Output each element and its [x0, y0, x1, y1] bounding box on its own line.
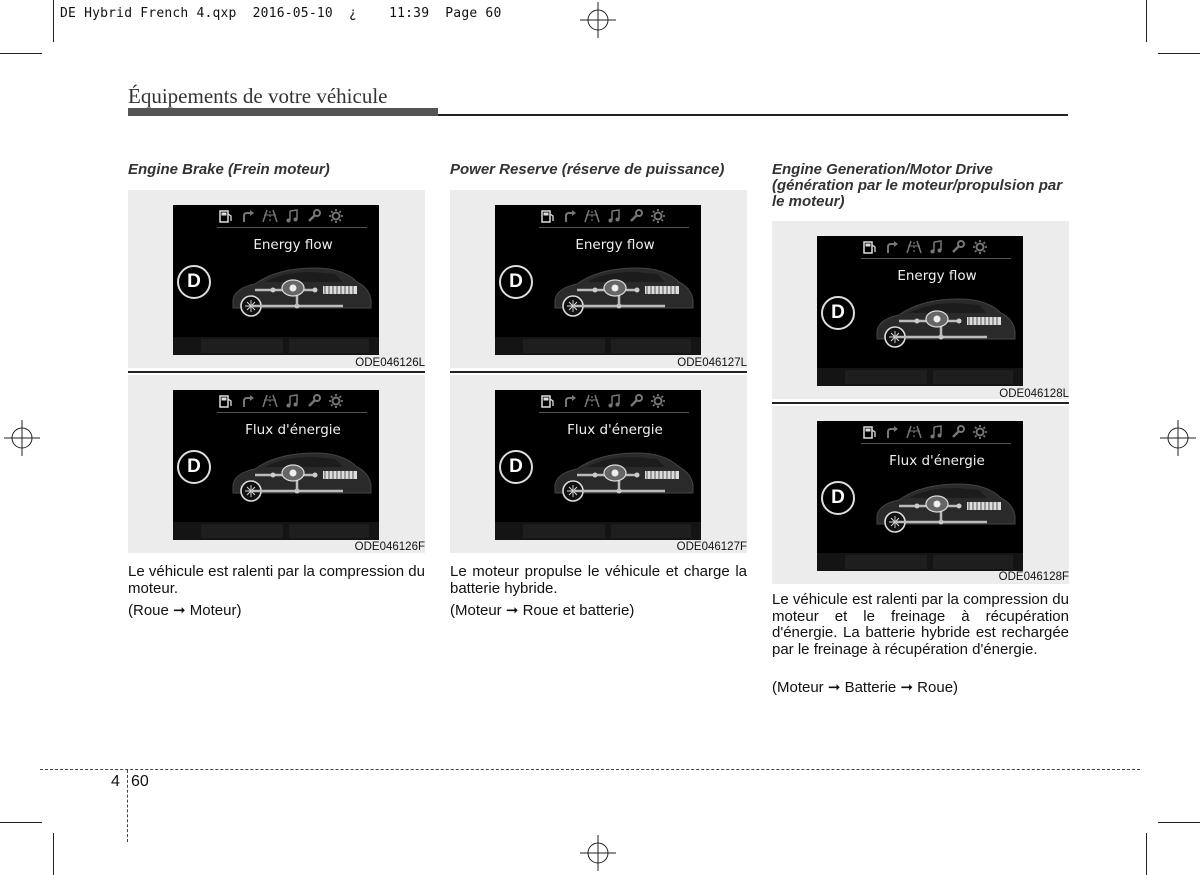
road-icon	[584, 393, 600, 409]
registration-mark-icon	[4, 420, 40, 456]
figure-panel	[450, 375, 747, 553]
menu-underline	[861, 443, 1011, 444]
body-text: Le moteur propulse le véhicule et charge la batterie hybride.	[450, 563, 747, 597]
chapter-number: 4	[111, 773, 120, 790]
road-icon	[906, 424, 922, 440]
gear-icon	[650, 393, 666, 409]
figure-panel	[772, 406, 1069, 584]
column-heading: Power Reserve (réserve de puissance)	[450, 161, 725, 178]
crop-mark	[53, 833, 54, 875]
cluster-screen	[495, 390, 701, 540]
road-icon	[906, 239, 922, 255]
wrench-icon	[306, 208, 322, 224]
screen-title: Energy flow	[575, 237, 655, 253]
wrench-icon	[950, 424, 966, 440]
car-energy-diagram	[869, 291, 1019, 351]
gear-indicator-d: D	[499, 450, 533, 484]
music-note-icon	[284, 393, 300, 409]
energy-flow-sequence: (Roue ➞ Moteur)	[128, 602, 242, 619]
music-note-icon	[606, 393, 622, 409]
music-note-icon	[606, 208, 622, 224]
menu-icon-row	[218, 392, 344, 410]
crop-mark	[0, 822, 42, 823]
cluster-screen	[495, 205, 701, 355]
crop-mark	[0, 53, 42, 54]
menu-underline	[217, 412, 367, 413]
road-icon	[584, 208, 600, 224]
gear-indicator-d: D	[177, 450, 211, 484]
music-note-icon	[284, 208, 300, 224]
gear-indicator-d: D	[821, 481, 855, 515]
car-energy-diagram	[225, 445, 375, 505]
screen-status-bar	[817, 368, 1023, 386]
menu-icon-row	[540, 207, 666, 225]
road-icon	[262, 208, 278, 224]
car-energy-diagram	[547, 445, 697, 505]
crop-mark	[1158, 53, 1200, 54]
screen-status-bar	[173, 337, 379, 355]
print-slug: DE Hybrid French 4.qxp 2016-05-10 ¿ 11:39 Page 60	[60, 6, 502, 21]
menu-icon-row	[862, 238, 988, 256]
fuel-pump-icon	[218, 208, 234, 224]
crop-mark	[53, 0, 54, 42]
music-note-icon	[928, 424, 944, 440]
screen-title: Flux d'énergie	[889, 453, 985, 469]
content-column	[128, 0, 425, 875]
gear-icon	[972, 239, 988, 255]
menu-underline	[539, 412, 689, 413]
footer-divider	[127, 770, 128, 842]
figure-panel	[450, 190, 747, 368]
gear-icon	[328, 393, 344, 409]
menu-icon-row	[540, 392, 666, 410]
menu-icon-row	[218, 207, 344, 225]
gear-icon	[328, 208, 344, 224]
gear-indicator-d: D	[177, 265, 211, 299]
energy-flow-sequence: (Moteur ➞ Batterie ➞ Roue)	[772, 679, 959, 696]
turn-arrow-icon	[240, 208, 256, 224]
gear-icon	[972, 424, 988, 440]
crop-mark	[1146, 833, 1147, 875]
turn-arrow-icon	[562, 393, 578, 409]
figure-code: ODE046127F	[676, 541, 747, 553]
screen-status-bar	[173, 522, 379, 540]
energy-flow-sequence: (Moteur ➞ Roue et batterie)	[450, 602, 635, 619]
figure-separator	[450, 371, 747, 373]
crop-mark	[1158, 822, 1200, 823]
footer-rule	[40, 769, 1140, 770]
content-column	[772, 0, 1069, 875]
turn-arrow-icon	[240, 393, 256, 409]
car-energy-diagram	[869, 476, 1019, 536]
column-heading: Engine Generation/Motor Drive (génération par le moteur/propulsion par le moteur)	[772, 161, 1063, 210]
turn-arrow-icon	[884, 239, 900, 255]
screen-title: Flux d'énergie	[245, 422, 341, 438]
figure-separator	[772, 402, 1069, 404]
road-icon	[262, 393, 278, 409]
menu-icon-row	[862, 423, 988, 441]
section-title: Équipements de votre véhicule	[128, 84, 388, 108]
body-text: Le véhicule est ralenti par la compression du moteur et le freinage à récupération d'énergie. La batterie hybride est rechargée par le freinage à récupération d'énergie.	[772, 591, 1069, 658]
cluster-screen	[173, 390, 379, 540]
wrench-icon	[306, 393, 322, 409]
wrench-icon	[950, 239, 966, 255]
turn-arrow-icon	[884, 424, 900, 440]
cluster-screen	[173, 205, 379, 355]
menu-underline	[539, 227, 689, 228]
figure-code: ODE046126F	[354, 541, 425, 553]
screen-title: Flux d'énergie	[567, 422, 663, 438]
figure-panel	[128, 375, 425, 553]
crop-mark	[1146, 0, 1147, 42]
screen-status-bar	[495, 522, 701, 540]
page-number: 60	[131, 773, 149, 790]
screen-status-bar	[817, 553, 1023, 571]
column-heading: Engine Brake (Frein moteur)	[128, 161, 330, 178]
figure-panel	[772, 221, 1069, 399]
figure-code: ODE046128F	[998, 571, 1069, 583]
wrench-icon	[628, 208, 644, 224]
figure-code: ODE046128L	[999, 388, 1069, 400]
fuel-pump-icon	[862, 424, 878, 440]
cluster-screen	[817, 236, 1023, 386]
content-column	[450, 0, 747, 875]
figure-separator	[128, 371, 425, 373]
fuel-pump-icon	[862, 239, 878, 255]
gear-indicator-d: D	[499, 265, 533, 299]
fuel-pump-icon	[540, 393, 556, 409]
cluster-screen	[817, 421, 1023, 571]
gear-indicator-d: D	[821, 296, 855, 330]
wrench-icon	[628, 393, 644, 409]
car-energy-diagram	[547, 260, 697, 320]
gear-icon	[650, 208, 666, 224]
turn-arrow-icon	[562, 208, 578, 224]
fuel-pump-icon	[540, 208, 556, 224]
screen-status-bar	[495, 337, 701, 355]
fuel-pump-icon	[218, 393, 234, 409]
menu-underline	[861, 258, 1011, 259]
figure-code: ODE046126L	[355, 357, 425, 369]
figure-panel	[128, 190, 425, 368]
menu-underline	[217, 227, 367, 228]
body-text: Le véhicule est ralenti par la compression du moteur.	[128, 563, 425, 597]
figure-code: ODE046127L	[677, 357, 747, 369]
screen-title: Energy flow	[897, 268, 977, 284]
music-note-icon	[928, 239, 944, 255]
screen-title: Energy flow	[253, 237, 333, 253]
registration-mark-icon	[1160, 420, 1196, 456]
car-energy-diagram	[225, 260, 375, 320]
